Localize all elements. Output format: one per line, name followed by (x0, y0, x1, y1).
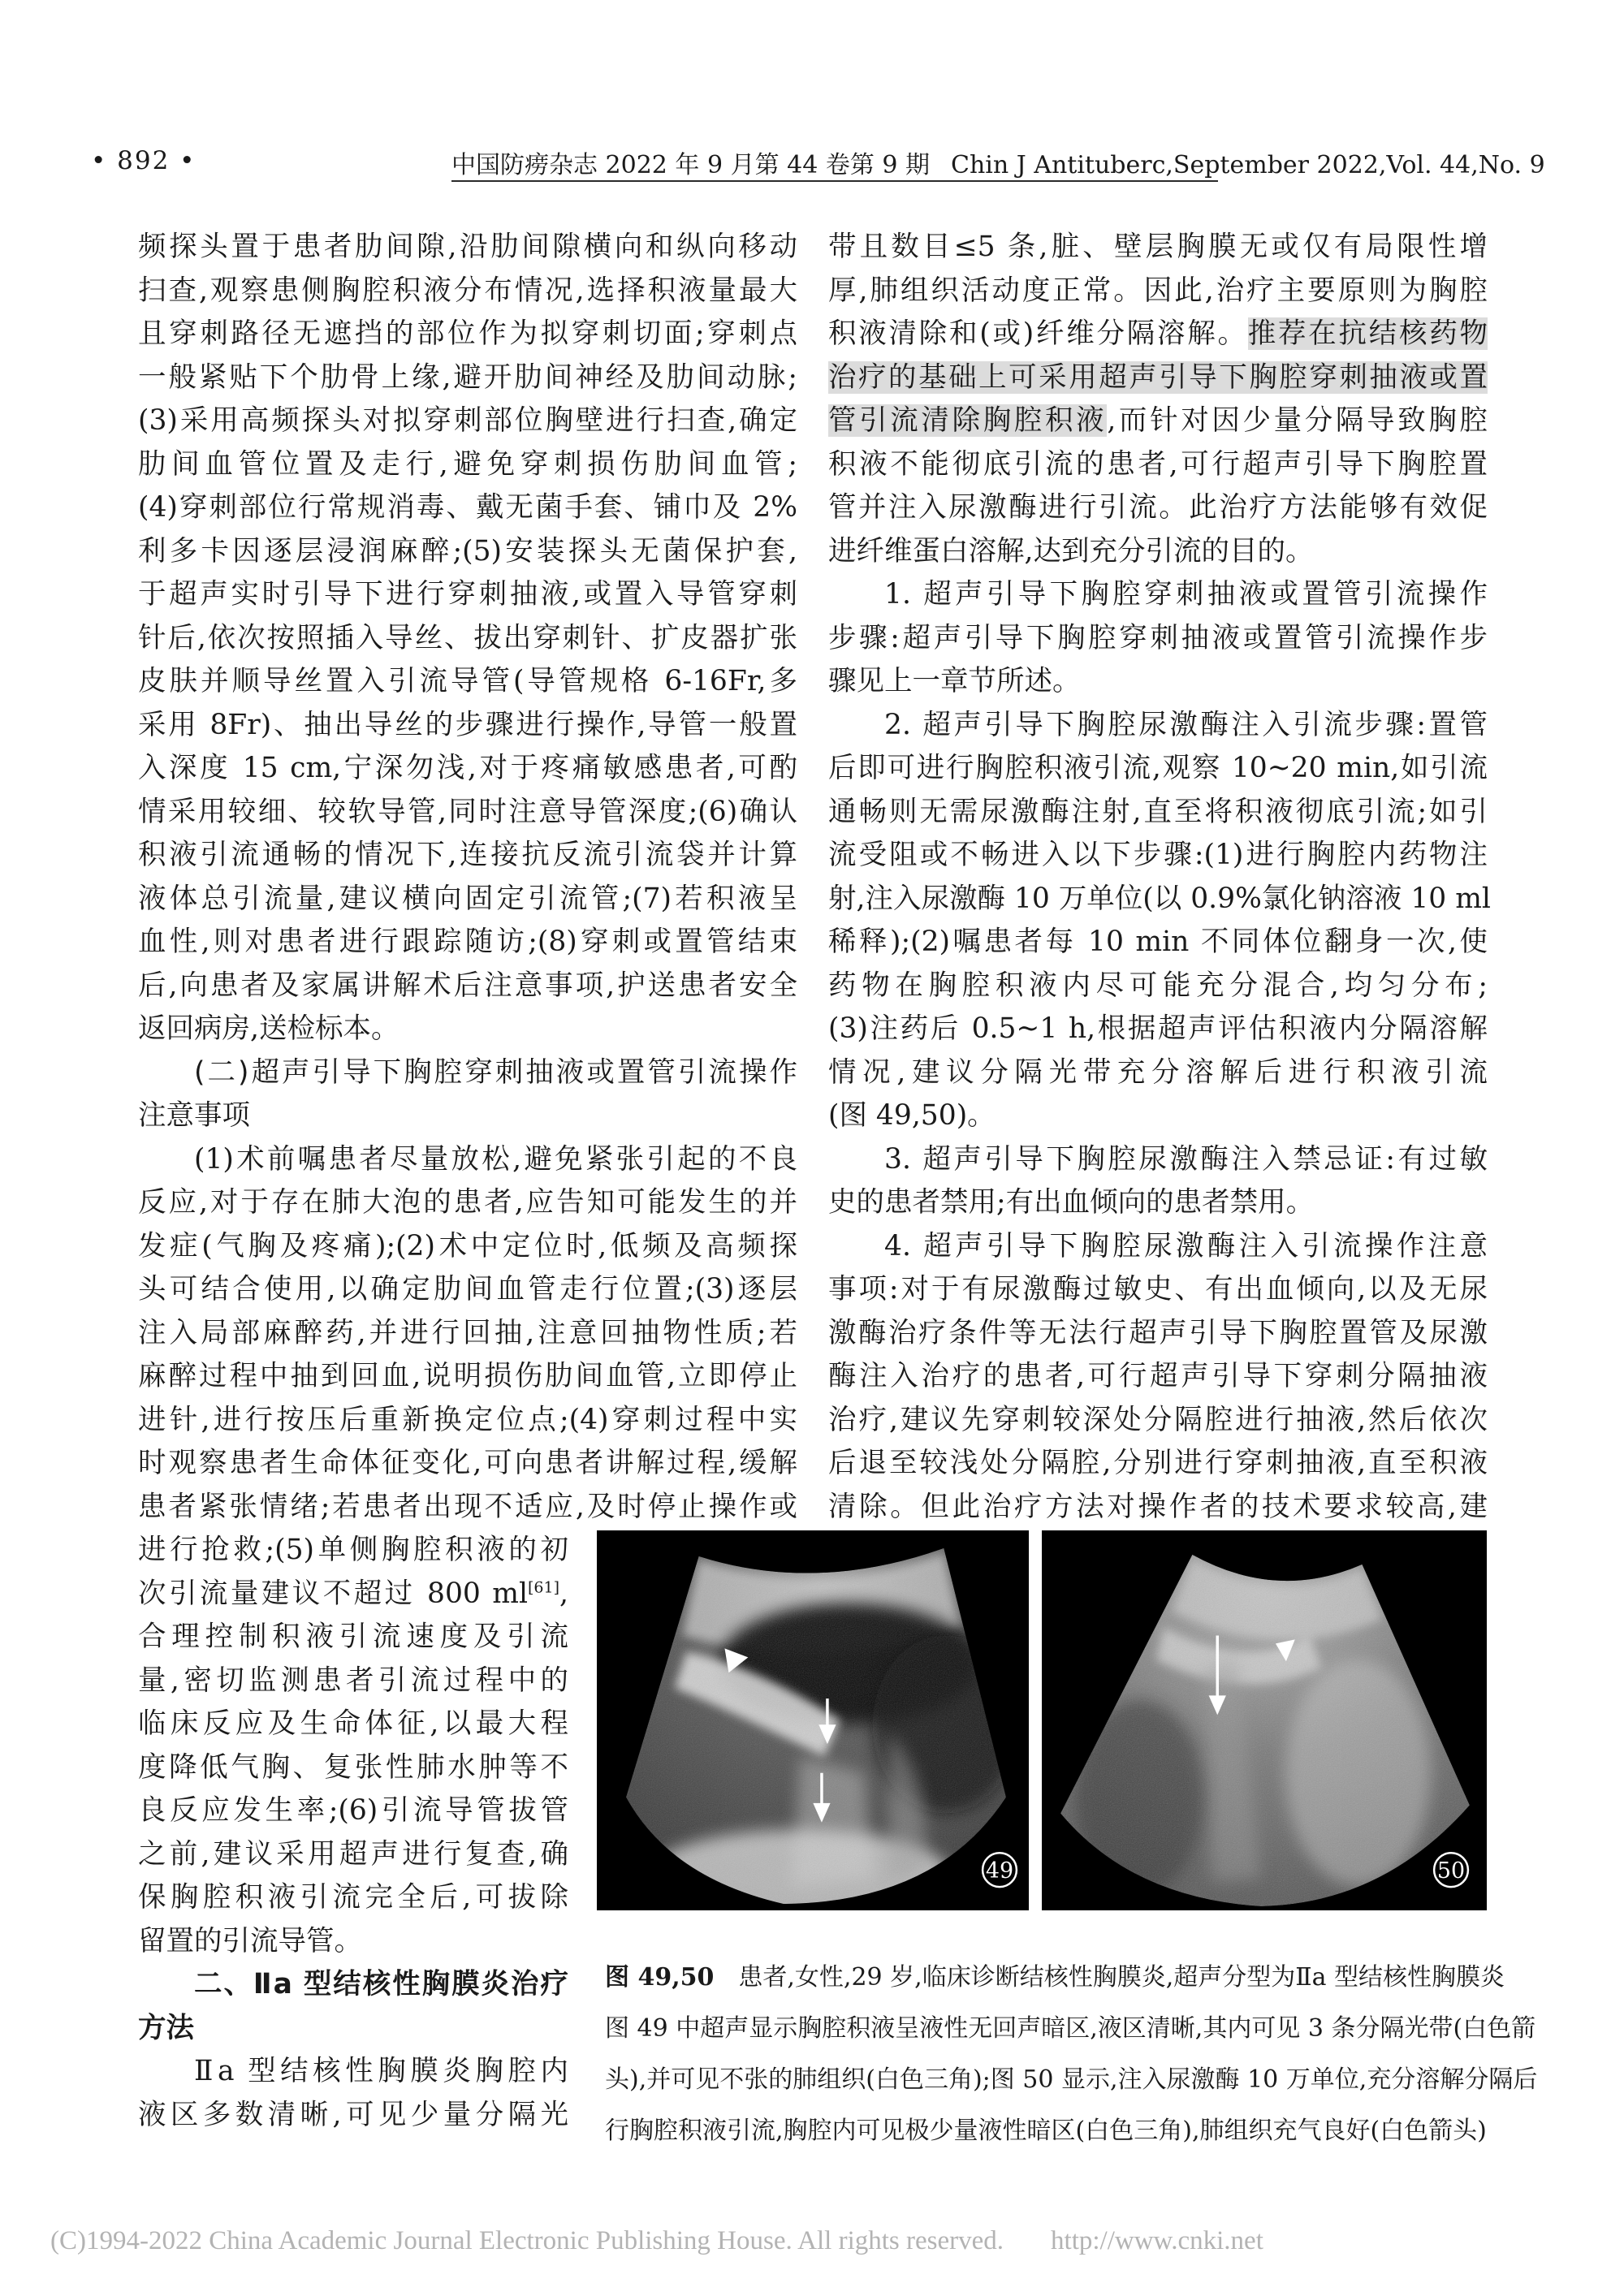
text-run: (1)术前嘱患者尽量放松,避免紧张引起的不良 (194, 1142, 797, 1176)
text-line (605, 2105, 1487, 2156)
text-run: 事项:对于有尿激酶过敏史、有出血倾向,以及无尿 (828, 1273, 1488, 1306)
text-line (605, 2054, 1538, 2105)
text-line (138, 660, 797, 704)
text-line (138, 965, 797, 1008)
text-run: 度降低气胸、复张性肺水肿等不 (138, 1750, 568, 1784)
text-run: 发症(气胸及疼痛);(2)术中定位时,低频及高频探 (138, 1229, 797, 1262)
text-line (138, 270, 797, 313)
text-line (138, 486, 797, 530)
text-run: 进纤维蛋白溶解,达到充分引流的目的。 (828, 534, 1314, 568)
text-line (138, 1616, 568, 1659)
text-line (828, 1138, 1488, 1182)
text-line (828, 965, 1488, 1008)
text-run: 液区多数清晰,可见少量分隔光 (138, 2098, 568, 2131)
text-run: 药物在胸腔积液内尽可能充分混合,均匀分布; (828, 969, 1488, 1002)
text-run: 且穿刺路径无遮挡的部位作为拟穿刺切面;穿刺点 (138, 317, 797, 350)
text-run: , (559, 1577, 568, 1610)
text-line (828, 1486, 1488, 1530)
page-number: • 892 • (91, 146, 197, 175)
text-line (828, 1268, 1488, 1312)
text-run: 返回病房,送检标本。 (138, 1012, 400, 1045)
text-run: 积液清除和(或)纤维分隔溶解。 (828, 317, 1248, 350)
text-line (605, 1952, 1505, 2003)
text-run: 3. 超声引导下胸腔尿激酶注入禁忌证:有过敏 (884, 1142, 1488, 1176)
text-line (828, 356, 1488, 400)
text-line (138, 2007, 568, 2051)
text-line (828, 921, 1488, 965)
text-run: (3)注药后 0.5~1 h,根据超声评估积液内分隔溶解 (828, 1012, 1488, 1045)
text-line (138, 1051, 797, 1095)
text-run: 患者紧张情绪;若患者出现不适应,及时停止操作或 (138, 1490, 797, 1523)
text-line (138, 1703, 568, 1746)
text-line (138, 573, 797, 617)
text-run: 后退至较浅处分隔腔,分别进行穿刺抽液,直至积液 (828, 1447, 1488, 1479)
text-run: 图 49,50 (605, 1963, 715, 1992)
text-run: 合理控制积液引流速度及引流 (138, 1621, 568, 1653)
text-run: 时观察患者生命体征变化,可向患者讲解过程,缓解 (138, 1447, 797, 1479)
text-run: 肋间血管位置及走行,避免穿刺损伤肋间血管; (138, 447, 797, 481)
text-run: 采用 8Fr)、抽出导丝的步骤进行操作,导管一般置 (138, 708, 797, 741)
text-line (138, 2050, 568, 2094)
text-run: 注入局部麻醉药,并进行回抽,注意回抽物性质;若 (138, 1316, 797, 1349)
header-rule (451, 180, 1218, 182)
text-run: 液体总引流量,建议横向固定引流管;(7)若积液呈 (138, 882, 797, 915)
text-run: ,而针对因少量分隔导致胸腔 (1107, 404, 1488, 437)
text-line (138, 399, 797, 443)
text-line (138, 1181, 797, 1225)
text-line (828, 1442, 1488, 1486)
text-line (828, 1008, 1488, 1051)
text-line (138, 226, 797, 270)
text-line (138, 1833, 568, 1877)
text-line (138, 443, 797, 487)
text-line (828, 1051, 1488, 1095)
text-run: 1. 超声引导下胸腔穿刺抽液或置管引流操作 (884, 578, 1488, 611)
text-run: 头可结合使用,以确定肋间血管走行位置;(3)逐层 (138, 1273, 797, 1306)
text-line (138, 530, 797, 574)
text-run: 后,向患者及家属讲解术后注意事项,护送患者安全 (138, 969, 797, 1002)
text-line (138, 704, 797, 748)
text-run: 行胸腔积液引流,胸腔内可见极少量液性暗区(白色三角),肺组织充气良好(白色箭头) (605, 2117, 1487, 2145)
text-line (828, 1094, 1488, 1138)
text-run: 二、Ⅱa 型结核性胸膜炎治疗 (194, 1968, 568, 2000)
highlighted-text: 管引流清除胸腔积液 (828, 404, 1108, 437)
figure-caption (605, 1952, 1538, 2156)
text-run: 头),并可见不张的肺组织(白色三角);图 50 显示,注入尿激酶 10 万单位,充分溶解分隔后 (605, 2065, 1538, 2094)
text-run: 方法 (138, 2011, 194, 2044)
text-line (138, 1659, 568, 1703)
text-line (828, 313, 1488, 356)
text-line (138, 834, 797, 878)
text-line (138, 1312, 797, 1356)
text-line (828, 530, 1488, 574)
highlighted-text: 治疗的基础上可采用超声引导下胸腔穿刺抽液或置 (828, 360, 1488, 394)
text-line (138, 313, 797, 356)
text-line (828, 834, 1488, 878)
text-run: 次引流量建议不超过 800 ml (138, 1577, 529, 1610)
text-line (138, 2094, 568, 2138)
text-line (828, 791, 1488, 835)
text-run: (4)穿刺部位行常规消毒、戴无菌手套、铺巾及 2% (138, 491, 797, 524)
text-run: 带且数目≤5 条,脏、壁层胸膜无或仅有局限性增 (828, 231, 1488, 263)
copyright-footer (50, 2226, 1263, 2256)
text-run: 频探头置于患者肋间隙,沿肋间隙横向和纵向移动 (138, 231, 797, 263)
text-run: 后即可进行胸腔积液引流,观察 10~20 min,如引流 (828, 752, 1488, 784)
copyright-text: (C)1994-2022 China Academic Journal Electronic Publishing House. All rights reserved. (50, 2226, 1004, 2255)
text-line (138, 1268, 797, 1312)
text-line (138, 1529, 568, 1573)
text-run: 激酶治疗条件等无法行超声引导下胸腔置管及尿激 (828, 1316, 1488, 1349)
right-text-column (828, 226, 1491, 1529)
text-run: 图 49 中超声显示胸腔积液呈液性无回声暗区,液区清晰,其内可见 3 条分隔光带(白色箭 (605, 2014, 1536, 2043)
text-run: 良反应发生率;(6)引流导管拔管 (138, 1794, 568, 1827)
text-run: 利多卡因逐层浸润麻醉;(5)安装探头无菌保护套, (138, 534, 797, 568)
text-line (828, 1312, 1488, 1356)
highlighted-text: 推荐在抗结核药物 (1247, 317, 1488, 350)
text-run: 进针,进行按压后重新换定位点;(4)穿刺过程中实 (138, 1403, 797, 1436)
text-line (828, 704, 1488, 748)
text-line (138, 1442, 797, 1486)
text-run: 史的患者禁用;有出血倾向的患者禁用。 (828, 1186, 1315, 1219)
text-line (138, 747, 797, 791)
text-run: 步骤:超声引导下胸腔穿刺抽液或置管引流操作步 (828, 621, 1488, 654)
text-line (828, 226, 1488, 270)
text-line (828, 1225, 1488, 1269)
text-run: 积液不能彻底引流的患者,可行超声引导下胸腔置 (828, 447, 1488, 481)
text-line (138, 1746, 568, 1790)
text-run: 一般紧贴下个肋骨上缘,避开肋间神经及肋间动脉; (138, 360, 797, 394)
text-run: 量,密切监测患者引流过程中的 (138, 1664, 568, 1697)
text-run: 酶注入治疗的患者,可行超声引导下穿刺分隔抽液 (828, 1360, 1488, 1392)
text-line (828, 399, 1488, 443)
text-line (828, 443, 1488, 487)
text-line (138, 1876, 568, 1920)
figure-number-49: 49 (985, 1858, 1014, 1884)
text-line (828, 878, 1491, 921)
text-run: (3)采用高频探头对拟穿刺部位胸壁进行扫查,确定 (138, 404, 797, 437)
text-run: 留置的引流导管。 (138, 1924, 362, 1957)
journal-title-en: Chin J Antituberc,September 2022,Vol. 44,No. 9 (950, 151, 1545, 179)
cnki-url: http://www.cnki.net (1051, 2226, 1263, 2255)
text-run: [61] (528, 1578, 560, 1596)
text-line (828, 486, 1488, 530)
text-run: 积液引流通畅的情况下,连接抗反流引流袋并计算 (138, 839, 797, 871)
figure-number-50: 50 (1436, 1858, 1466, 1884)
text-line (138, 1789, 568, 1833)
text-line (138, 921, 797, 965)
text-run: 流受阻或不畅进入以下步骤:(1)进行胸腔内药物注 (828, 839, 1488, 871)
ultrasound-figure-49 (597, 1530, 1029, 1910)
text-line (138, 617, 797, 661)
text-run: 血性,则对患者进行跟踪随访;(8)穿刺或置管结束 (138, 926, 797, 958)
text-run: 保胸腔积液引流完全后,可拔除 (138, 1881, 568, 1914)
text-run: 临床反应及生命体征,以最大程 (138, 1707, 568, 1740)
text-line (828, 1399, 1488, 1443)
text-run: 入深度 15 cm,宁深勿浅,对于疼痛敏感患者,可酌 (138, 752, 797, 784)
text-line (138, 1920, 568, 1964)
text-run: (二)超声引导下胸腔穿刺抽液或置管引流操作 (194, 1055, 797, 1089)
text-run: 扫查,观察患侧胸腔积液分布情况,选择积液量最大 (138, 274, 797, 307)
text-run: Ⅱa 型结核性胸膜炎胸腔内 (194, 2055, 568, 2087)
text-run: 情况,建议分隔光带充分溶解后进行积液引流 (828, 1055, 1488, 1089)
ultrasound-figure-50 (1042, 1530, 1487, 1910)
text-line (138, 1963, 568, 2007)
text-line (828, 617, 1488, 661)
text-line (138, 1486, 797, 1530)
text-line (828, 270, 1488, 313)
journal-title-cn: 中国防痨杂志 2022 年 9 月第 44 卷第 9 期 (451, 151, 930, 179)
text-line (828, 573, 1488, 617)
text-run: 管并注入尿激酶进行引流。此治疗方法能够有效促 (828, 491, 1488, 524)
text-run: 稀释);(2)嘱患者每 10 min 不同体位翻身一次,使 (828, 926, 1488, 958)
text-line (138, 1138, 797, 1182)
text-run: 皮肤并顺导丝置入引流导管(导管规格 6-16Fr,多 (138, 665, 797, 697)
text-run: 厚,肺组织活动度正常。因此,治疗主要原则为胸腔 (828, 274, 1488, 307)
text-line (138, 1573, 568, 1616)
text-line (828, 1181, 1488, 1225)
text-run: 麻醉过程中抽到回血,说明损伤肋间血管,立即停止 (138, 1360, 797, 1392)
text-run: (图 49,50)。 (828, 1099, 996, 1132)
text-line (138, 1094, 797, 1138)
text-run: 患者,女性,29 岁,临床诊断结核性胸膜炎,超声分型为Ⅱa 型结核性胸膜炎 (714, 1963, 1505, 1992)
text-run: 清除。但此治疗方法对操作者的技术要求较高,建 (828, 1490, 1488, 1523)
text-run: 之前,建议采用超声进行复查,确 (138, 1837, 568, 1871)
text-line (828, 660, 1488, 704)
text-line (828, 747, 1488, 791)
text-line (605, 2003, 1536, 2054)
text-line (138, 1225, 797, 1269)
running-head (451, 145, 1545, 180)
text-line (828, 1355, 1488, 1399)
text-run: 4. 超声引导下胸腔尿激酶注入引流操作注意 (884, 1229, 1488, 1262)
text-line (138, 1355, 797, 1399)
text-run: 进行抢救;(5)单侧胸腔积液的初 (138, 1534, 568, 1566)
text-run: 射,注入尿激酶 10 万单位(以 0.9%氯化钠溶液 10 ml (828, 882, 1491, 915)
text-run: 情采用较细、较软导管,同时注意导管深度;(6)确认 (138, 795, 797, 828)
text-run: 2. 超声引导下胸腔尿激酶注入引流步骤:置管 (884, 708, 1488, 741)
text-run: 通畅则无需尿激酶注射,直至将积液彻底引流;如引 (828, 795, 1488, 828)
text-line (138, 1008, 797, 1051)
text-line (138, 1399, 797, 1443)
text-line (138, 878, 797, 921)
text-run: 治疗,建议先穿刺较深处分隔腔进行抽液,然后依次 (828, 1403, 1488, 1436)
text-line (138, 791, 797, 835)
text-run: 反应,对于存在肺大泡的患者,应告知可能发生的并 (138, 1186, 797, 1219)
text-run: 骤见上一章节所述。 (828, 665, 1081, 697)
text-run: 于超声实时引导下进行穿刺抽液,或置入导管穿刺 (138, 578, 797, 611)
text-run: 针后,依次按照插入导丝、拔出穿刺针、扩皮器扩张 (138, 621, 797, 654)
text-line (138, 356, 797, 400)
text-run: 注意事项 (138, 1099, 250, 1132)
